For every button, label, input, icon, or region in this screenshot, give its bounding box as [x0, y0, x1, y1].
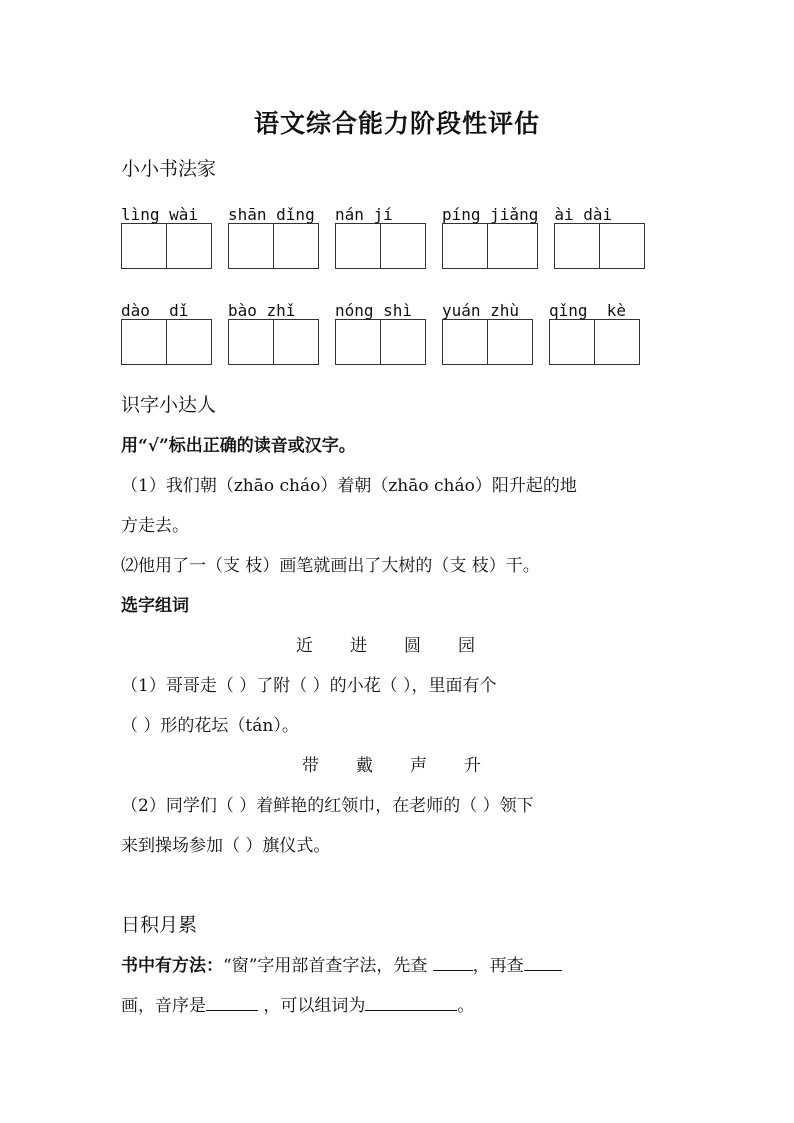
- word-choice-q1-line-2: （ ）形的花坛（tán）。: [121, 716, 299, 736]
- char-option: 升: [464, 756, 481, 776]
- dictionary-label: 书中有方法：: [121, 956, 223, 976]
- dictionary-text-2: 画，音序是: [121, 996, 206, 1016]
- char-option: 圆: [404, 636, 421, 656]
- pinyin-label: píng jiǎng: [442, 205, 539, 224]
- pinyin-label: yuán zhù: [442, 301, 520, 320]
- page-title: 语文综合能力阶段性评估: [253, 109, 540, 138]
- tian-zi-grid: [442, 319, 533, 365]
- pinyin-label: nán jí: [335, 205, 393, 224]
- writing-cell[interactable]: [336, 320, 380, 364]
- section-heading-calligraphy: 小小书法家: [121, 158, 217, 180]
- char-option: 声: [410, 756, 427, 776]
- pinyin-label: qǐng kè: [549, 301, 627, 320]
- writing-group: [121, 205, 212, 269]
- writing-group: [549, 301, 640, 365]
- writing-cell[interactable]: [487, 320, 532, 364]
- writing-cell[interactable]: [273, 320, 318, 364]
- dictionary-text-3: ，可以组词为: [263, 996, 366, 1016]
- writing-cell[interactable]: [443, 224, 487, 268]
- writing-cell[interactable]: [122, 224, 166, 268]
- writing-cell[interactable]: [273, 224, 318, 268]
- instruction-mark-correct: 用“√”标出正确的读音或汉字。: [121, 436, 356, 456]
- writing-cell[interactable]: [555, 224, 599, 268]
- pinyin-label: bào zhǐ: [228, 301, 296, 320]
- pinyin-label: nóng shì: [335, 301, 413, 320]
- writing-cell[interactable]: [599, 224, 644, 268]
- writing-cell[interactable]: [122, 320, 166, 364]
- writing-grid-row-2: [121, 301, 640, 365]
- tian-zi-grid: [549, 319, 640, 365]
- writing-group: [335, 205, 426, 269]
- writing-group: [554, 205, 645, 269]
- question-2: ⑵他用了一（支 枝）画笔就画出了大树的（支 枝）干。: [121, 556, 540, 576]
- question-1-line-1: （1）我们朝（zhāo cháo）着朝（zhāo cháo）阳升起的地: [121, 476, 577, 496]
- writing-cell[interactable]: [229, 320, 273, 364]
- pinyin-label: dào dǐ: [121, 301, 189, 320]
- dictionary-text-end: 。: [457, 996, 475, 1016]
- word-choice-q1-line-1: （1）哥哥走（ ）了附（ ）的小花（ ），里面有个: [121, 676, 497, 696]
- word-choice-q2-line-1: （2）同学们（ ）着鲜艳的红领巾，在老师的（ ）领下: [121, 796, 534, 816]
- tian-zi-grid: [228, 223, 319, 269]
- section-heading-accumulation: 日积月累: [121, 914, 198, 936]
- tian-zi-grid: [228, 319, 319, 365]
- writing-cell[interactable]: [336, 224, 380, 268]
- question-1-line-2: 方走去。: [121, 516, 189, 536]
- tian-zi-grid: [335, 319, 426, 365]
- writing-cell[interactable]: [594, 320, 639, 364]
- writing-group: [228, 301, 319, 365]
- char-set-1: [296, 631, 475, 656]
- dictionary-question-line-2: [121, 991, 474, 1016]
- pinyin-label: ài dài: [554, 205, 613, 224]
- writing-cell[interactable]: [550, 320, 594, 364]
- blank-strokes[interactable]: [524, 952, 562, 971]
- section-heading-word-choice: 选字组词: [121, 596, 189, 616]
- writing-cell[interactable]: [443, 320, 487, 364]
- writing-cell[interactable]: [487, 224, 532, 268]
- tian-zi-grid: [554, 223, 645, 269]
- writing-grid-row-1: [121, 205, 645, 269]
- section-heading-characters: 识字小达人: [121, 394, 217, 416]
- writing-cell[interactable]: [166, 320, 211, 364]
- dictionary-text: “窗”字用部首查字法，先查: [223, 956, 428, 976]
- tian-zi-grid: [121, 319, 212, 365]
- writing-group: [121, 301, 212, 365]
- tian-zi-grid: [442, 223, 538, 269]
- tian-zi-grid: [335, 223, 426, 269]
- char-option: 进: [350, 636, 367, 656]
- blank-radical[interactable]: [433, 952, 473, 971]
- writing-cell[interactable]: [380, 224, 425, 268]
- blank-word[interactable]: [365, 992, 457, 1011]
- char-option: 近: [296, 636, 313, 656]
- char-set-2: [302, 751, 481, 776]
- dictionary-text-mid: ，再查: [472, 956, 524, 976]
- writing-cell[interactable]: [380, 320, 425, 364]
- word-choice-q2-line-2: 来到操场参加（ ）旗仪式。: [121, 836, 331, 856]
- blank-sound-order[interactable]: [206, 992, 258, 1011]
- pinyin-label: shān dǐng: [228, 205, 315, 224]
- writing-group: [228, 205, 319, 269]
- writing-group: [442, 301, 533, 365]
- writing-cell[interactable]: [229, 224, 273, 268]
- writing-group: [335, 301, 426, 365]
- tian-zi-grid: [121, 223, 212, 269]
- writing-group: [442, 205, 538, 269]
- dictionary-question-line-1: [121, 951, 562, 976]
- writing-cell[interactable]: [166, 224, 211, 268]
- char-option: 带: [302, 756, 319, 776]
- pinyin-label: lìng wài: [121, 205, 199, 224]
- char-option: 戴: [356, 756, 373, 776]
- char-option: 园: [458, 636, 475, 656]
